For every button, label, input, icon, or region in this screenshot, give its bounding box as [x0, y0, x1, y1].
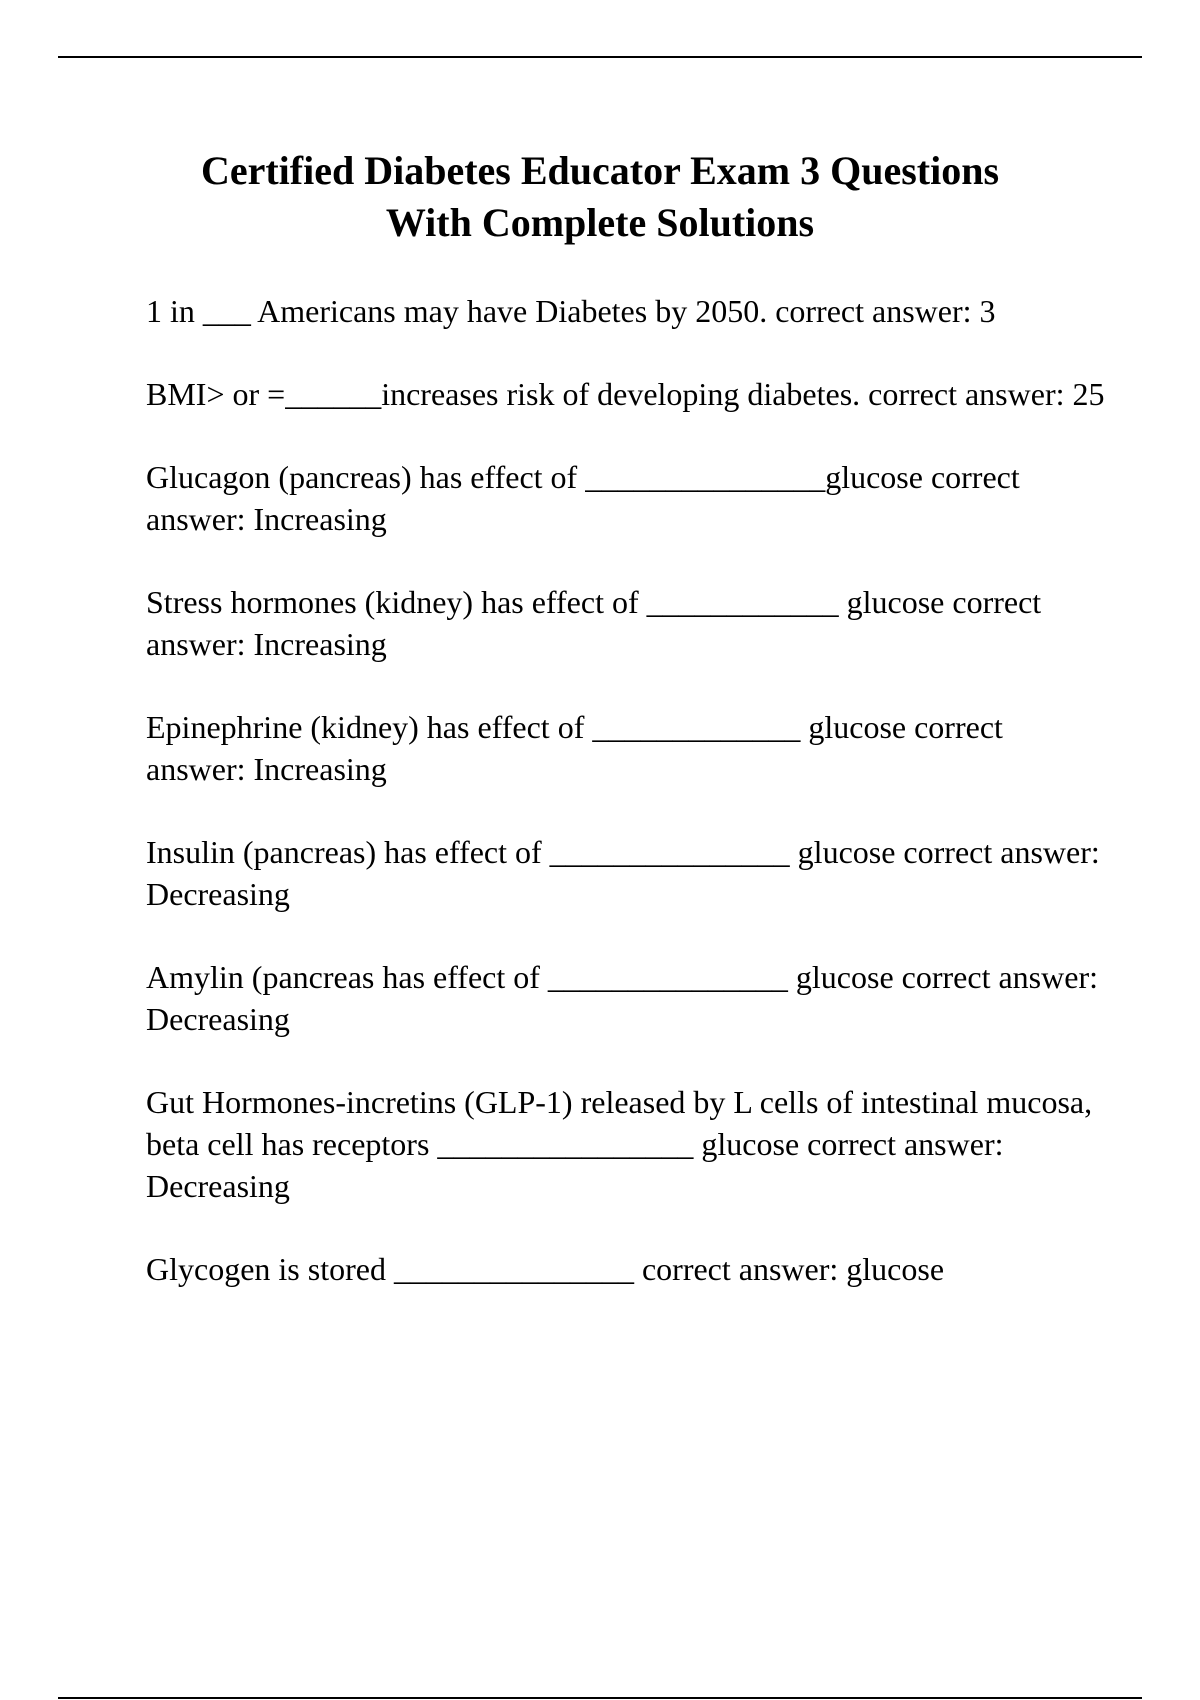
question-item: Amylin (pancreas has effect of _______________ glucose correct answer: Decreasing: [146, 959, 1098, 1037]
top-rule: [58, 56, 1142, 58]
question-item: Glycogen is stored _______________ correct answer: glucose: [146, 1251, 945, 1287]
question-item: Epinephrine (kidney) has effect of _____________ glucose correct answer: Increasing: [146, 709, 1003, 787]
question-item: Insulin (pancreas) has effect of _______________ glucose correct answer: Decreasing: [146, 834, 1100, 912]
document-title: [100, 145, 1100, 249]
title-line-1: Certified Diabetes Educator Exam 3 Questions: [200, 148, 1000, 193]
question-item: Glucagon (pancreas) has effect of _______________glucose correct answer: Increasing: [146, 459, 1020, 537]
bottom-rule: [58, 1697, 1142, 1699]
question-item: Stress hormones (kidney) has effect of ____________ glucose correct answer: Increasing: [146, 584, 1042, 662]
question-item: Gut Hormones-incretins (GLP-1) released by L cells of intestinal mucosa, beta cell has receptors ________________ glucose correct answer: Decreasing: [146, 1084, 1093, 1204]
title-line-2: With Complete Solutions: [385, 200, 815, 245]
question-item: 1 in ___ Americans may have Diabetes by 2050. correct answer: 3: [146, 293, 996, 329]
question-list: [146, 290, 1106, 1331]
question-item: BMI> or =______increases risk of developing diabetes. correct answer: 25: [146, 376, 1105, 412]
